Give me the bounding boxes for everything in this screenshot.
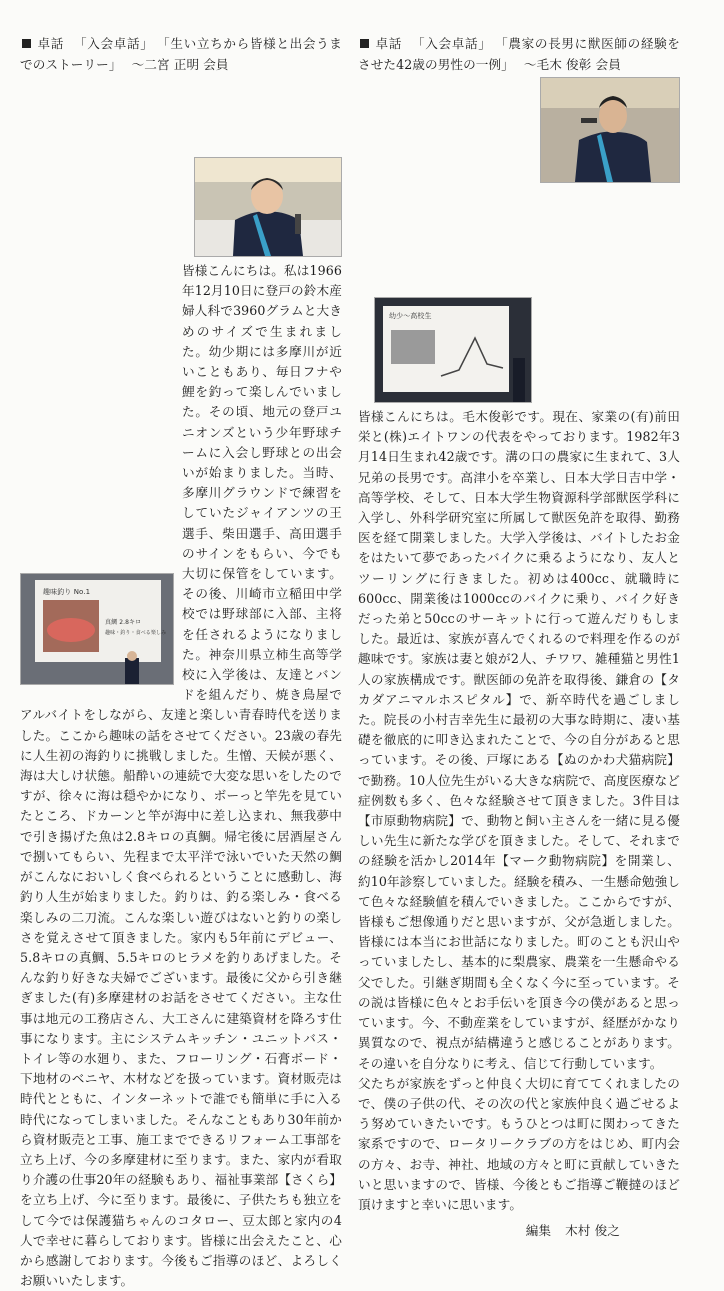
slide-photo-image xyxy=(375,298,531,402)
author: ～二宮 正明 会員 xyxy=(131,56,229,72)
article-right-header xyxy=(358,34,680,75)
speaker-photo xyxy=(194,157,342,257)
editor-label: 編集 xyxy=(525,1223,552,1239)
fishing-slide-photo xyxy=(20,573,174,685)
square-bullet-icon xyxy=(360,39,369,48)
slide-text-1: 真鯛 2.8キロ xyxy=(105,619,142,626)
square-bullet-icon xyxy=(22,39,31,48)
category: 卓話 xyxy=(375,36,403,51)
talk-kind: 「入会卓話」 xyxy=(74,36,154,51)
article-right-body: 皆様こんにちは。毛木俊彰です。現在、家業の(有)前田栄と(株)エイトワンの代表をやっております。1982年3月14日生まれ42歳です。溝の口の農家に生まれて、3人兄弟の長男です。高津小を卒業し、日本大学日吉中学・高等学校、そして、日本大学生物資源科学部獣医学科に入学し、外科学研究室に所属して獣医免許を取得、勤務医を経て開業しました。大学入学後は、バイトしたお金をはたいて夢であったバイクに乗るようになり、友人とツーリングに行きました。初めは400cc、就職時に600cc、開業後は1000ccのバイクに乗り、バイク好きだった弟と50ccのサーキットに行って遊んだりもしました。最近は、家族が喜んでくれるので料理を作るのが趣味です。家族は妻と娘が2人、チワワ、雑種猫と男性1人の家族構成です。獣医師の免許を取得後、鎌倉の【タカダアニマルホスピタル】で、新卒時代を過ごしました。院長の小村吉幸先生に最初の大事な時期に、凄い基礎を徹底的に叩き込まれたことで、今の自分があると思っています。その後、戸塚にある【ぬのかわ犬猫病院】で勤務。10人位先生がいる大きな病院で、高度医療など症例数も多く、色々な経験させて頂きました。3件目は【市原動物病院】で、動物と飼い主さんを一緒に見る優しい先生に新たな学びを頂きました。そして、それまでの経験を活かし2014年【マーク動物病院】を開業し、約10年診察していました。経験を積み、一生懸命勉強して色々な経験値を積んでいきました。ここからですが、皆様もご想像通りだと思いますが、父が急逝しました。皆様には本当にお世話になりました。町のことも沢山やっていましたし、基本的に梨農家、農業を一生懸命やる父でした。引継ぎ期間も全くなく今に至っています。その説は皆様に色々とお手伝いを頂き今の僕があると思っています。今、不動産業をしていますが、経歴がかなり異質なので、視点が結構違うと感じることがあります。その違いを自分なりに考え、信じて行動しています。 xyxy=(358,409,680,1071)
editor-credit xyxy=(358,1221,680,1241)
slide-caption: 趣味釣り No.1 xyxy=(43,588,91,596)
article-left xyxy=(20,34,342,1291)
slide-title: 幼少～高校生 xyxy=(389,312,432,320)
speaker-photo-image xyxy=(195,158,341,256)
category: 卓話 xyxy=(37,36,65,51)
article-left-header xyxy=(20,34,342,75)
article-right-body-2: 父たちが家族をずっと仲良く大切に育ててくれましたので、僕の子供の代、その次の代と家族仲良く過ごせるよう努めていきたいです。もうひとつは町に関わってきた家系ですので、ロータリークラブの方をはじめ、町内会の方々、お寺、神社、地域の方々と町に貢献していきたいと思いますので、皆様、今後ともご指導ご鞭撻のほど頂けますと幸いに思います。 xyxy=(358,1075,680,1212)
talk-kind: 「入会卓話」 xyxy=(412,36,492,51)
speaker-photo xyxy=(540,77,680,183)
speaker-photo-image xyxy=(541,78,679,182)
article-left-body: 皆様こんにちは。私は1966年12月10日に登戸の鈴木産婦人科で3960グラムと大きめのサイズで生まれました。幼少期には多摩川が近いこともあり、毎日フナや鯉を釣って楽しんでいました。その頃、地元の登戸ユニオンズという少年野球チームに入会し野球との出会いが始まりました。当時、多摩川グラウンドで練習をしていたジャイアンツの王選手、柴田選手、高田選手のサインをもらい、今でも大切に保管をしています。その後、川崎市立稲田中学校では野球部に入部、主将を任されるようになりました。神奈川県立柿生高等学校に入学後は、友達とバンドを組んだり、焼き鳥屋でアルバイトをしながら、友達と楽しい青春時代を送りました。ここから趣味の話をさせてください。23歳の春先に人生初の海釣りに挑戦しました。生憎、天候が悪く、海は大しけ状態。船酔いの連続で大変な思いをしたのですが、徐々に海は穏やかになり、ボーっと竿先を見ていたところ、ドカーンと竿が海中に差し込まれ、無我夢中で引き揚げた魚は2.8キロの真鯛。帰宅後に居酒屋さんで捌いてもらい、先程まで太平洋で泳いでいた天然の鯛がこんなにおいしく食べられるということに感動し、海釣り人生が始まりました。釣りは、釣る楽しみ・食べる楽しみの二刀流。こんな楽しい遊びはないと釣りの楽しさを覚えさせて頂きました。家内も5年前にデビュー、5.8キロの真鯛、5.5キロのヒラメを釣りあげました。そんな釣り好きな夫婦でございます。最後に父から引き継ぎました(有)多摩建材のお話をさせてください。主な仕事は地元の工務店さん、大工さんに建築資材を降ろす仕事になります。主にシステムキッチン・ユニットバス・トイレ等の水廻り、また、フローリング・石膏ボード・下地材のベニヤ、木材などを扱っています。資材販売は時代とともに、インターネットで誰でも簡単に手に入る時代になってしまいました。そんなこともあり30年前から資材販売と工事、施工までできるリフォーム工事部を立ち上げ、今の多摩建材に至ります。また、家内が看取り介護の仕事20年の経験もあり、福祉事業部【さくら】を立ち上げ、今に至ります。最後に、子供たちも独立をして今では保護猫ちゃんのコタロー、豆太郎と家内の4人で幸せに暮らしております。皆様に出会えたこと、心から感謝しております。今後もご指導のほど、よろしくお願いいたします。 xyxy=(20,263,342,1289)
slide-text-2: 趣味・釣り・食べる楽しみ xyxy=(105,630,167,636)
slide-photo xyxy=(374,297,532,403)
article-title: 「農家の長男に獣医師の経験をさせた42歳の男性の一例」 xyxy=(358,36,680,72)
article-title: 「生い立ちから皆様と出会うまでのストーリー」 xyxy=(20,36,342,72)
fishing-slide-image xyxy=(21,574,173,684)
author: ～毛木 俊彰 会員 xyxy=(523,56,621,72)
editor-name: 木村 俊之 xyxy=(565,1223,620,1239)
article-right xyxy=(358,34,680,1241)
